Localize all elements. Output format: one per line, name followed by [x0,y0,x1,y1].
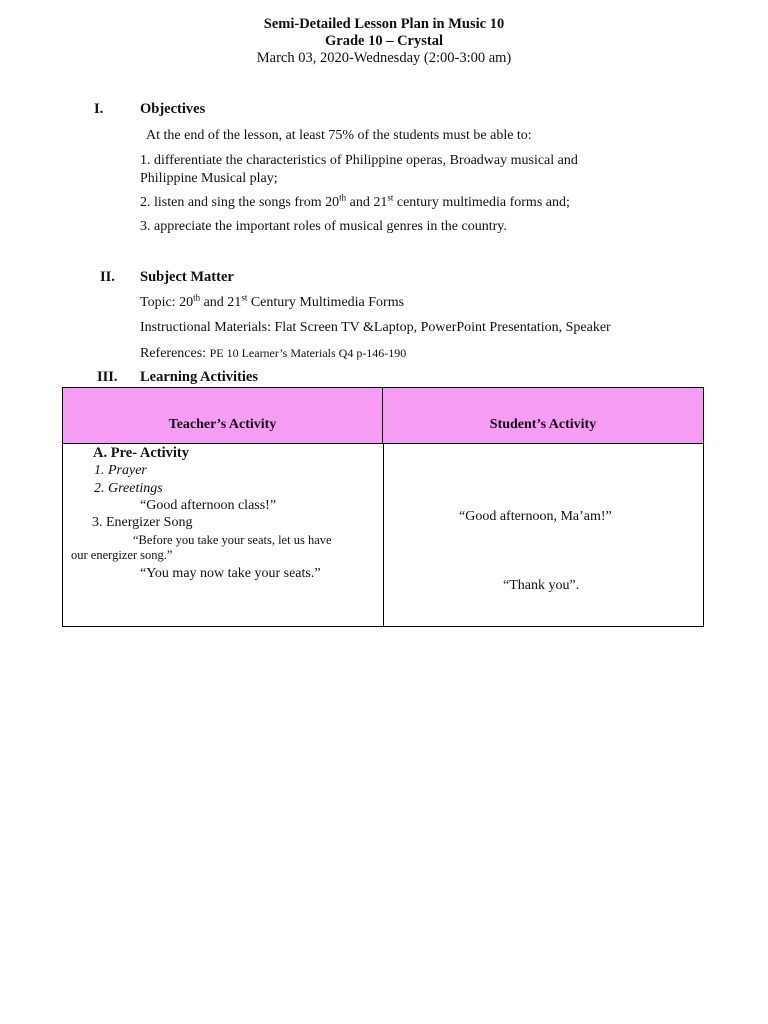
energizer-line-2: our energizer song.” [71,548,173,562]
objective-item-2: 2. listen and sing the songs from 20th and 21st century multimedia forms and; [140,192,570,210]
section-number-objectives: I. [94,101,104,117]
section-title-subject-matter: Subject Matter [140,269,234,285]
instructional-materials: Instructional Materials: Flat Screen TV &Laptop, PowerPoint Presentation, Speaker [140,320,611,335]
activities-table [62,387,704,627]
references-value: PE 10 Learner’s Materials Q4 p-146-190 [209,346,407,360]
student-greeting-reply: “Good afternoon, Ma’am!” [459,509,612,524]
section-title-learning-activities: Learning Activities [140,369,259,385]
objectives-intro: At the end of the lesson, at least 75% of the students must be able to: [146,128,532,143]
section-number-subject-matter: II. [100,269,115,285]
document-title: Semi-Detailed Lesson Plan in Music 10 [263,16,505,32]
teacher-greeting-quote: “Good afternoon class!” [140,498,277,513]
objective-item-1-line-1: 1. differentiate the characteristics of Philippine operas, Broadway musical and [140,153,578,168]
grade-section: Grade 10 – Crystal [325,33,443,49]
lesson-date: March 03, 2020-Wednesday (2:00-3:00 am) [256,50,512,66]
section-title-objectives: Objectives [140,101,206,117]
objective-item-3: 3. appreciate the important roles of musical genres in the country. [140,219,507,234]
pre-activity-heading: A. Pre- Activity [93,445,189,461]
references-label: References: [140,346,210,361]
section-number-learning-activities: III. [97,369,118,385]
greetings-item: 2. Greetings [94,481,163,496]
teacher-seats-quote: “You may now take your seats.” [140,566,321,581]
student-activity-header: Student’s Activity [383,388,703,444]
student-thanks: “Thank you”. [503,578,580,593]
energizer-line-1: “Before you take your seats, let us have [133,533,332,547]
teacher-activity-header: Teacher’s Activity [63,388,383,444]
topic-line: Topic: 20th and 21st Century Multimedia Forms [140,292,405,310]
references-line [140,344,406,363]
column-divider [383,444,384,626]
objective-item-1-line-2: Philippine Musical play; [140,171,278,186]
energizer-item: 3. Energizer Song [92,515,193,530]
prayer-item: 1. Prayer [94,463,147,478]
